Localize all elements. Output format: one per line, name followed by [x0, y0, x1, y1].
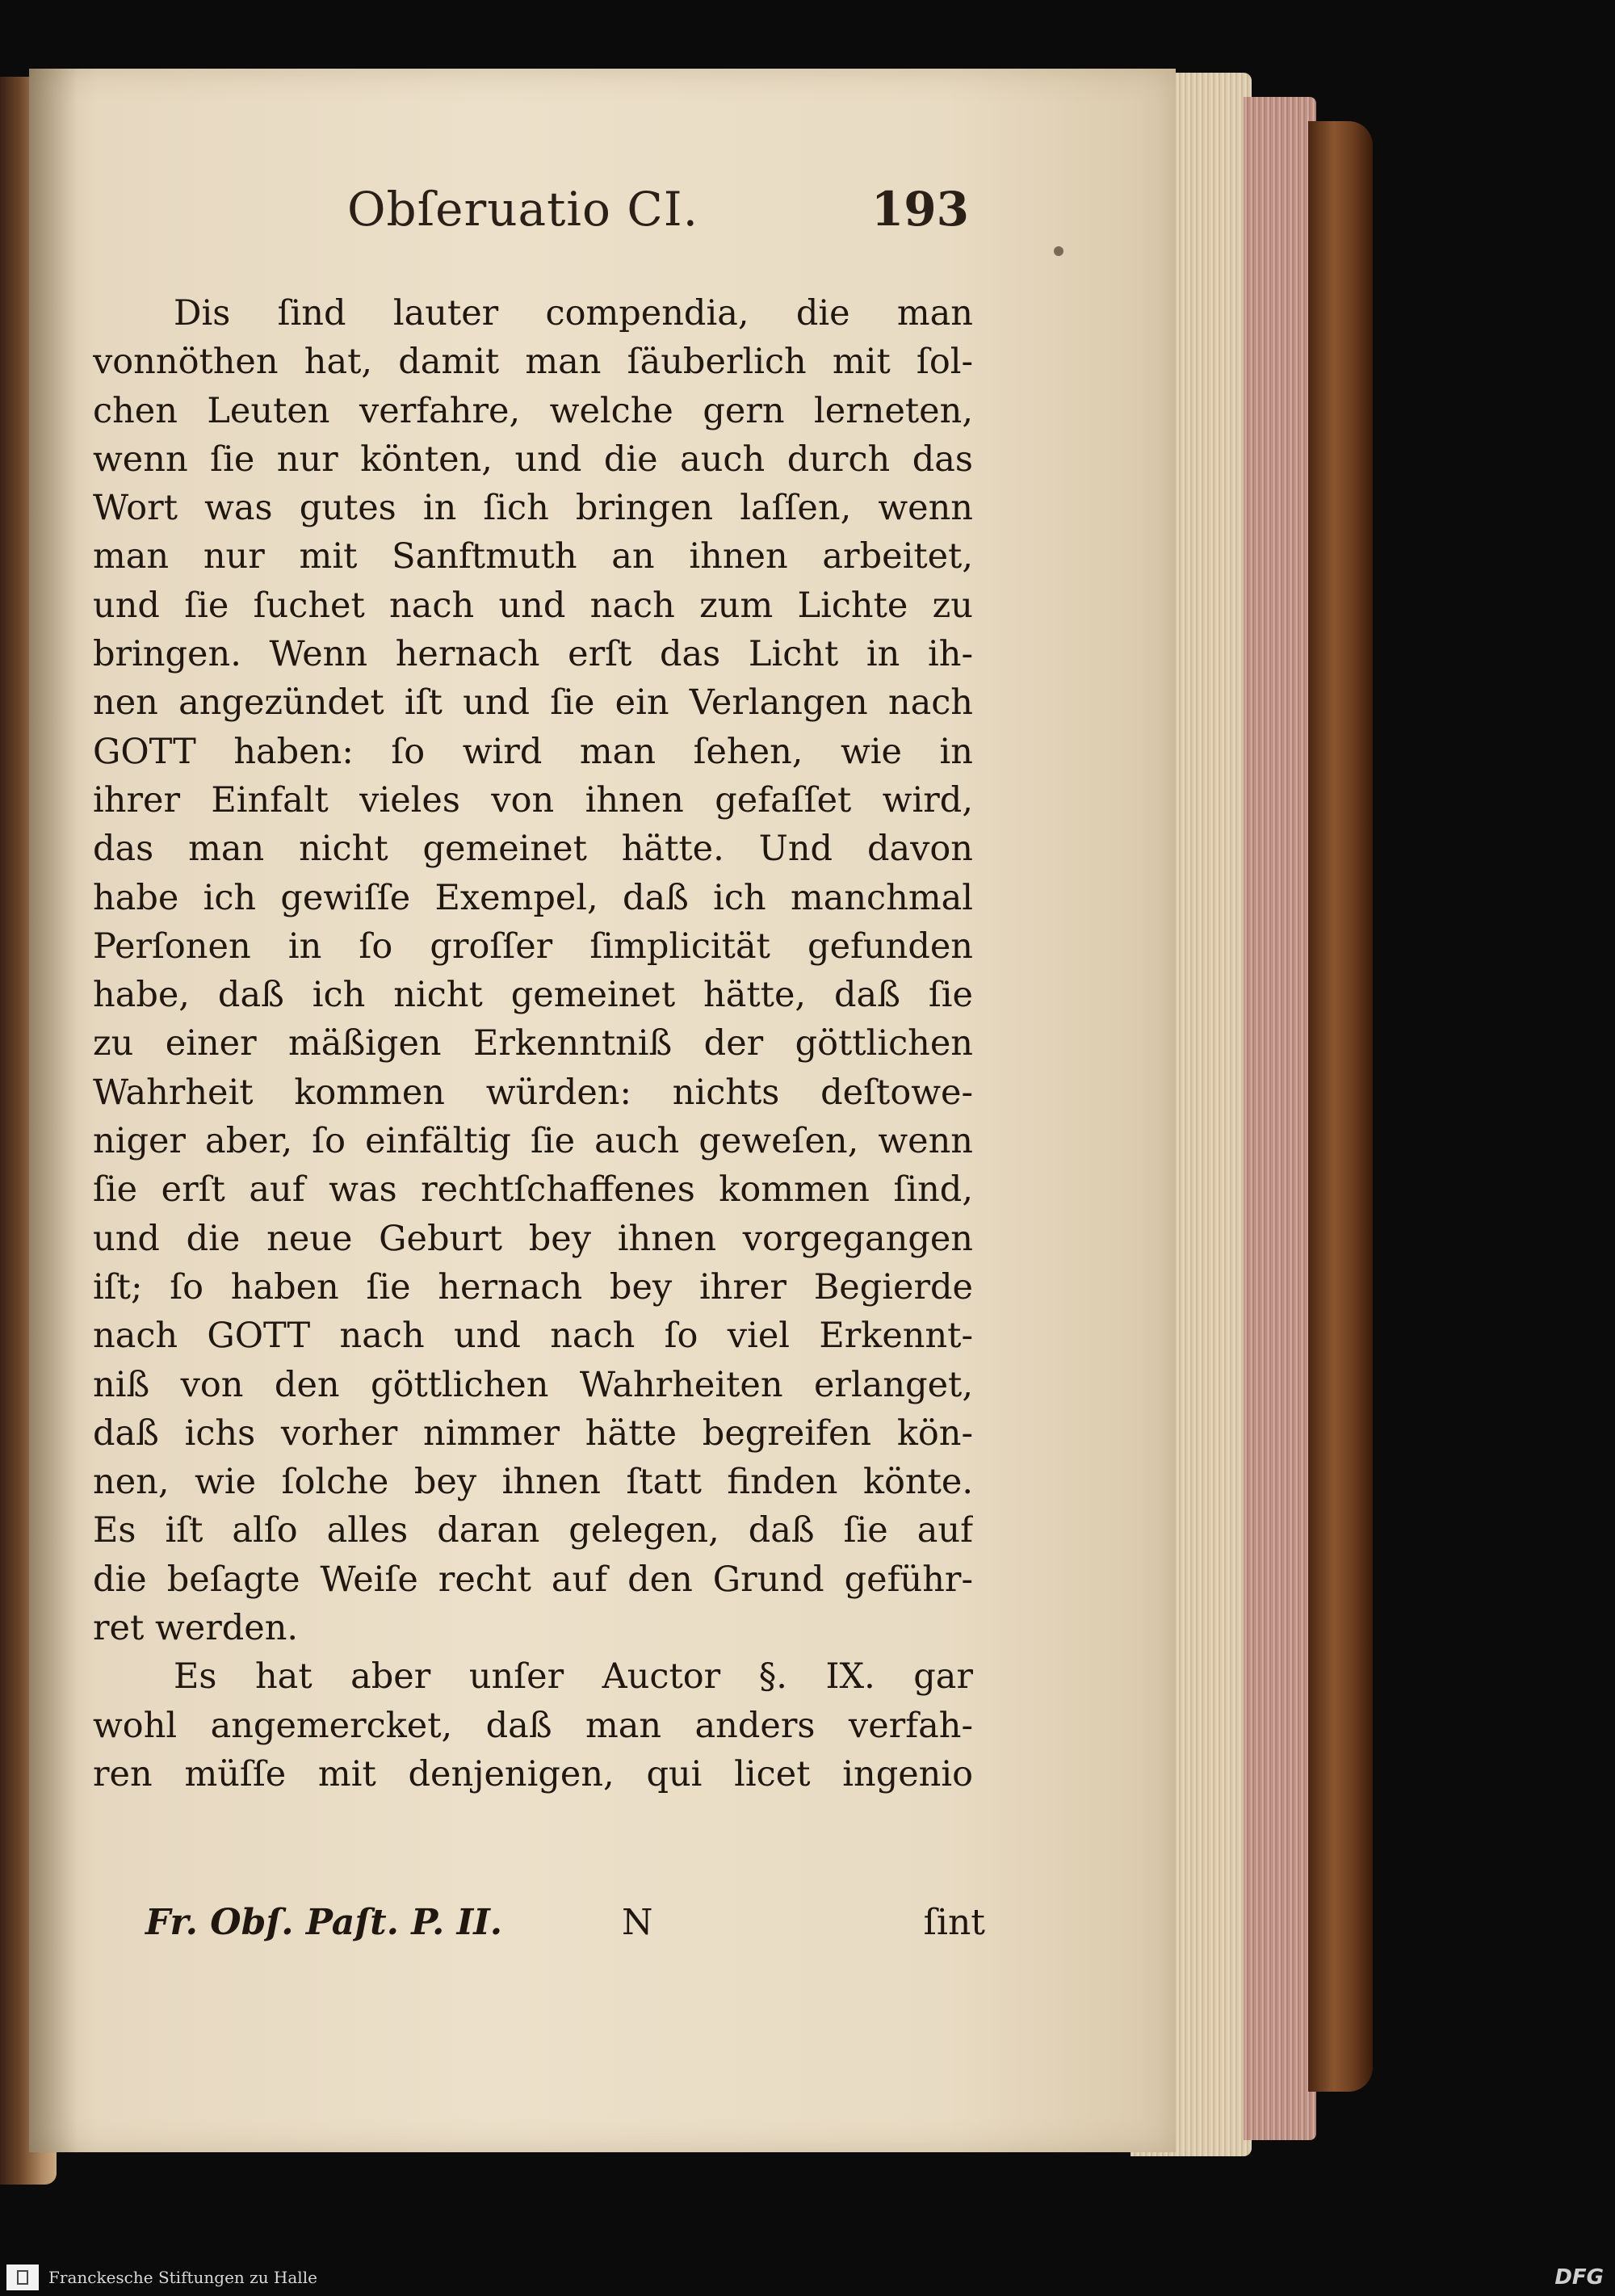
text-line: man nur mit Sanftmuth an ihnen arbeitet, — [93, 536, 973, 577]
text-line: vonnöthen hat, damit man ſäuberlich mit ſol- — [93, 342, 973, 383]
text-line: zu einer mäßigen Erkenntniß der göttlichen — [93, 1023, 973, 1064]
catchword: ſint — [923, 1902, 985, 1943]
text-line: nen, wie ſolche bey ihnen ſtatt finden könte. — [93, 1462, 973, 1503]
text-line: nen angezündet iſt und ſie ein Verlangen nach — [93, 682, 973, 724]
running-title: Obſeruatio CI. — [347, 182, 699, 237]
text-line: bringen. Wenn hernach erſt das Licht in ih- — [93, 634, 973, 675]
text-line: ihrer Einfalt vieles von ihnen gefaſſet wird, — [93, 779, 973, 821]
text-line: Dis ſind lauter compendia, die man — [174, 293, 973, 334]
franckesche-stiftungen-logo-icon — [6, 2265, 39, 2290]
red-page-edges — [1244, 97, 1316, 2140]
text-line: Wahrheit kommen würden: nichts deſtowe- — [93, 1072, 973, 1113]
footer-credit: Franckesche Stiftungen zu Halle — [48, 2268, 317, 2287]
text-line: ret werden. — [93, 1608, 299, 1649]
text-line: ſie erſt auf was rechtſchaffenes kommen ſind, — [93, 1169, 973, 1211]
text-line: Es hat aber unſer Auctor §. IX. gar — [174, 1656, 973, 1698]
text-line: Wort was gutes in ſich bringen laſſen, wenn — [93, 488, 973, 529]
body-text — [93, 289, 973, 1799]
text-line: Es iſt alſo alles daran gelegen, daß ſie auf — [93, 1510, 973, 1551]
text-line: das man nicht gemeinet hätte. Und davon — [93, 829, 973, 870]
text-line: die beſagte Weiſe recht auf den Grund geführ- — [93, 1559, 973, 1600]
text-line: nach GOTT nach und nach ſo viel Erkennt- — [93, 1316, 973, 1357]
text-line: habe, daß ich nicht gemeinet hätte, daß ſie — [93, 975, 973, 1016]
viewer-footer-bar — [0, 2261, 1615, 2294]
text-line: Perſonen in ſo groſſer ſimplicität gefunden — [93, 926, 973, 967]
text-line: iſt; ſo haben ſie hernach bey ihrer Begierde — [93, 1266, 973, 1308]
leather-cover — [1308, 121, 1373, 2092]
signature-line: Fr. Obſ. Paſt. P. II. — [145, 1902, 503, 1943]
text-line: und ſie ſuchet nach und nach zum Lichte zu — [93, 585, 973, 626]
text-line: wenn ſie nur könten, und die auch durch das — [93, 439, 973, 480]
text-line: niß von den göttlichen Wahrheiten erlanget, — [93, 1364, 973, 1405]
running-head — [97, 182, 969, 254]
page-number: 193 — [870, 182, 969, 237]
page-footer — [121, 1902, 985, 1958]
sheet-mark: N — [622, 1902, 653, 1943]
text-line: wohl angemercket, daß man anders verfah- — [93, 1705, 973, 1746]
text-line: niger aber, ſo einfältig ſie auch geweſen, wenn — [93, 1121, 973, 1162]
dfg-logo: DFG — [1554, 2265, 1604, 2290]
text-line: ren müſſe mit denjenigen, qui licet ingenio — [93, 1753, 973, 1794]
ink-speck — [1054, 246, 1063, 256]
text-line: habe ich gewiſſe Exempel, daß ich manchmal — [93, 877, 973, 918]
text-line: chen Leuten verfahre, welche gern lerneten, — [93, 390, 973, 431]
text-line: und die neue Geburt bey ihnen vorgegangen — [93, 1218, 973, 1259]
gutter-shadow — [29, 69, 78, 2152]
text-line: daß ichs vorher nimmer hätte begreifen kön- — [93, 1412, 973, 1454]
text-line: GOTT haben: ſo wird man ſehen, wie in — [93, 731, 973, 772]
